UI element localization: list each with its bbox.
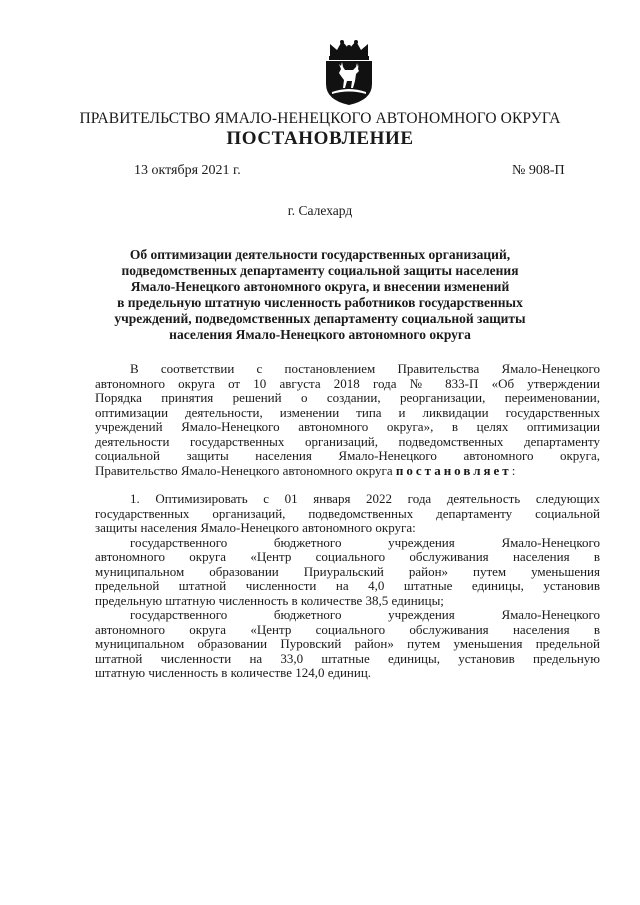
text-line: государственного бюджетного учреждения Ямало-Ненецкого — [130, 607, 600, 622]
text-line: социальной защиты населения Ямало-Ненецкого автономного округа, — [95, 448, 600, 463]
text-line: оптимизации деятельности, изменении типа и ликвидации государственных — [95, 404, 600, 420]
decree-city: г. Салехард — [287, 203, 353, 218]
coat-of-arms-icon — [322, 40, 376, 106]
text-line: государственных организаций, подведомственных департаменту социальной — [95, 505, 600, 521]
title-line: подведомственных департаменту социальной защиты населения — [121, 263, 519, 278]
text-line: государственного бюджетного учреждения Ямало-Ненецкого — [130, 534, 600, 550]
government-name: ПРАВИТЕЛЬСТВО ЯМАЛО-НЕНЕЦКОГО АВТОНОМНОГО ОКРУГА — [79, 110, 561, 127]
text-line: автономного округа «Центр социального обслуживания населения в — [95, 621, 600, 637]
decree-date: 13 октября 2021 г. — [134, 163, 241, 178]
text-line: предельной штатной численности на 4,0 штатные единицы, установив — [95, 578, 600, 593]
text-line: защиты населения Ямало-Ненецкого автономного округа: — [95, 520, 416, 535]
title-line: учреждений, подведомственных департаменту социальной защиты — [114, 311, 526, 326]
decree-number: № 908-П — [512, 163, 565, 178]
text-line: В соответствии с постановлением Правительства Ямало-Ненецкого — [130, 361, 600, 376]
document-type: ПОСТАНОВЛЕНИЕ — [226, 128, 414, 149]
text-line: Порядка принятия решений о создании, реорганизации, переименовании, — [95, 390, 600, 405]
text-line: деятельности государственных организаций, подведомственных департаменту — [95, 433, 600, 449]
text-line: предельную штатную численность в количестве 38,5 единицы; — [95, 592, 444, 608]
text-line: 1. Оптимизировать с 01 января 2022 года деятельность следующих — [130, 491, 600, 506]
text-line: автономного округа «Центр социального обслуживания населения в — [95, 549, 600, 564]
text-line: штатную численность в количестве 124,0 единиц. — [95, 665, 372, 680]
text-line: муниципальном образовании Приуральский район» путем уменьшения — [95, 563, 600, 579]
decree-title — [100, 247, 540, 343]
preamble-final-text: Правительство Ямало-Ненецкого автономного округа — [95, 462, 393, 478]
text-line: учреждений Ямало-Ненецкого автономного округа», в целях оптимизации — [95, 419, 600, 434]
text-line: муниципальном образовании Пуровский район» путем уменьшения предельной — [95, 636, 600, 651]
title-line: Ямало-Ненецкого автономного округа, и внесении изменений — [130, 279, 510, 294]
title-line: населения Ямало-Ненецкого автономного округа — [169, 327, 471, 342]
item-1-paragraph — [95, 492, 600, 681]
title-line: Об оптимизации деятельности государственных организаций, — [129, 247, 511, 262]
decree-word: постановляет — [395, 462, 512, 478]
text-line: штатной численности на 33,0 штатные единицы, установив предельную — [95, 650, 600, 666]
title-line: в предельную штатную численность работников государственных — [117, 295, 523, 310]
preamble-paragraph — [95, 362, 600, 478]
text-line: Правительство Ямало-Ненецкого автономного округа постановляет: — [95, 462, 516, 478]
text-line: автономного округа от 10 августа 2018 года № 833-П «Об утверждении — [95, 375, 600, 391]
